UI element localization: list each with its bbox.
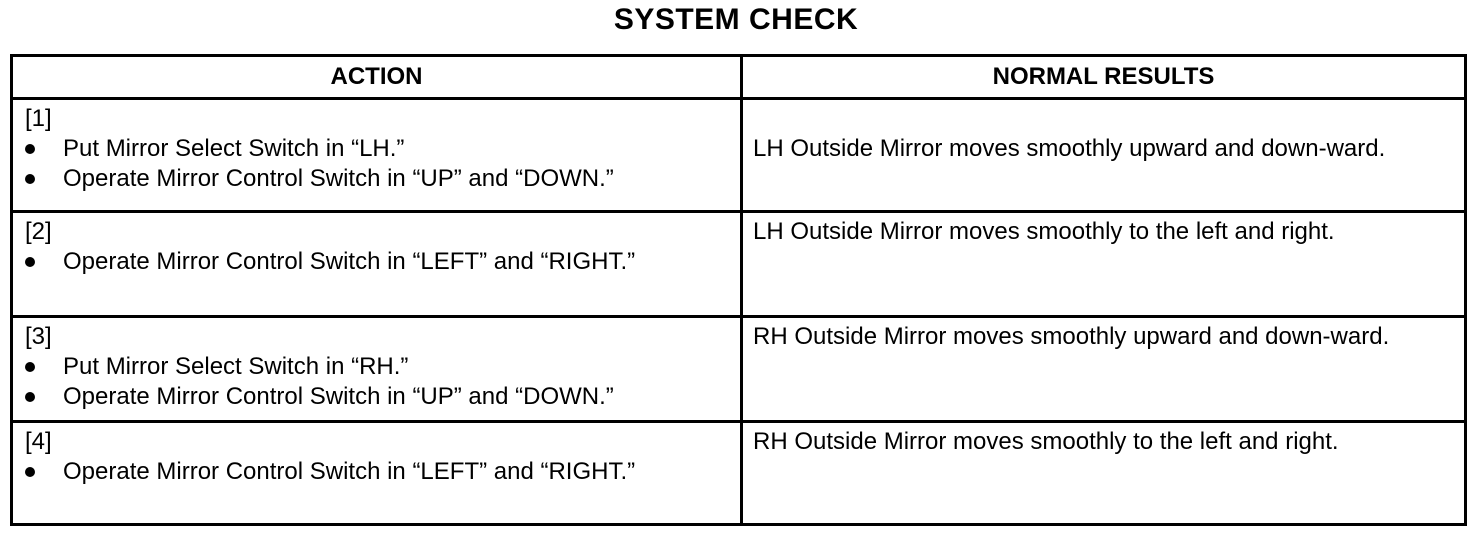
action-text: Put Mirror Select Switch in “RH.”	[63, 353, 409, 380]
action-text: Operate Mirror Control Switch in “LEFT” and “RIGHT.”	[63, 458, 636, 485]
action-cell	[12, 317, 742, 422]
result-text: RH Outside Mirror moves smoothly to the left and right.	[753, 428, 1339, 455]
result-cell	[742, 99, 1466, 212]
action-cell	[12, 422, 742, 525]
result-cell	[742, 317, 1466, 422]
step-number: [4]	[25, 428, 52, 455]
action-text: Operate Mirror Control Switch in “LEFT” and “RIGHT.”	[63, 248, 636, 275]
column-header-action: ACTION	[12, 56, 742, 99]
action-text: Operate Mirror Control Switch in “UP” and “DOWN.”	[63, 383, 614, 410]
step-number: [2]	[25, 218, 52, 245]
bullet-icon	[25, 467, 35, 477]
system-check-table	[10, 54, 1467, 526]
result-cell	[742, 422, 1466, 525]
step-number: [1]	[25, 105, 52, 132]
table-row	[12, 99, 1466, 212]
bullet-icon	[25, 174, 35, 184]
bullet-icon	[25, 144, 35, 154]
step-number: [3]	[25, 323, 52, 350]
list-item	[25, 164, 730, 194]
result-text: LH Outside Mirror moves smoothly upward and down-ward.	[753, 135, 1386, 162]
result-text: LH Outside Mirror moves smoothly to the left and right.	[753, 218, 1335, 245]
table-row	[12, 422, 1466, 525]
action-cell	[12, 99, 742, 212]
table-header-row	[12, 56, 1466, 99]
action-cell	[12, 212, 742, 317]
column-header-normal-results: NORMAL RESULTS	[742, 56, 1466, 99]
table-row	[12, 317, 1466, 422]
list-item	[25, 457, 730, 487]
result-text: RH Outside Mirror moves smoothly upward and down-ward.	[753, 323, 1390, 350]
action-text: Put Mirror Select Switch in “LH.”	[63, 135, 405, 162]
bullet-icon	[25, 392, 35, 402]
page-title: SYSTEM CHECK	[613, 3, 859, 36]
list-item	[25, 352, 730, 382]
list-item	[25, 382, 730, 412]
bullet-icon	[25, 362, 35, 372]
bullet-icon	[25, 257, 35, 267]
result-cell	[742, 212, 1466, 317]
table-row	[12, 212, 1466, 317]
list-item	[25, 247, 730, 277]
action-text: Operate Mirror Control Switch in “UP” and “DOWN.”	[63, 165, 614, 192]
list-item	[25, 134, 730, 164]
